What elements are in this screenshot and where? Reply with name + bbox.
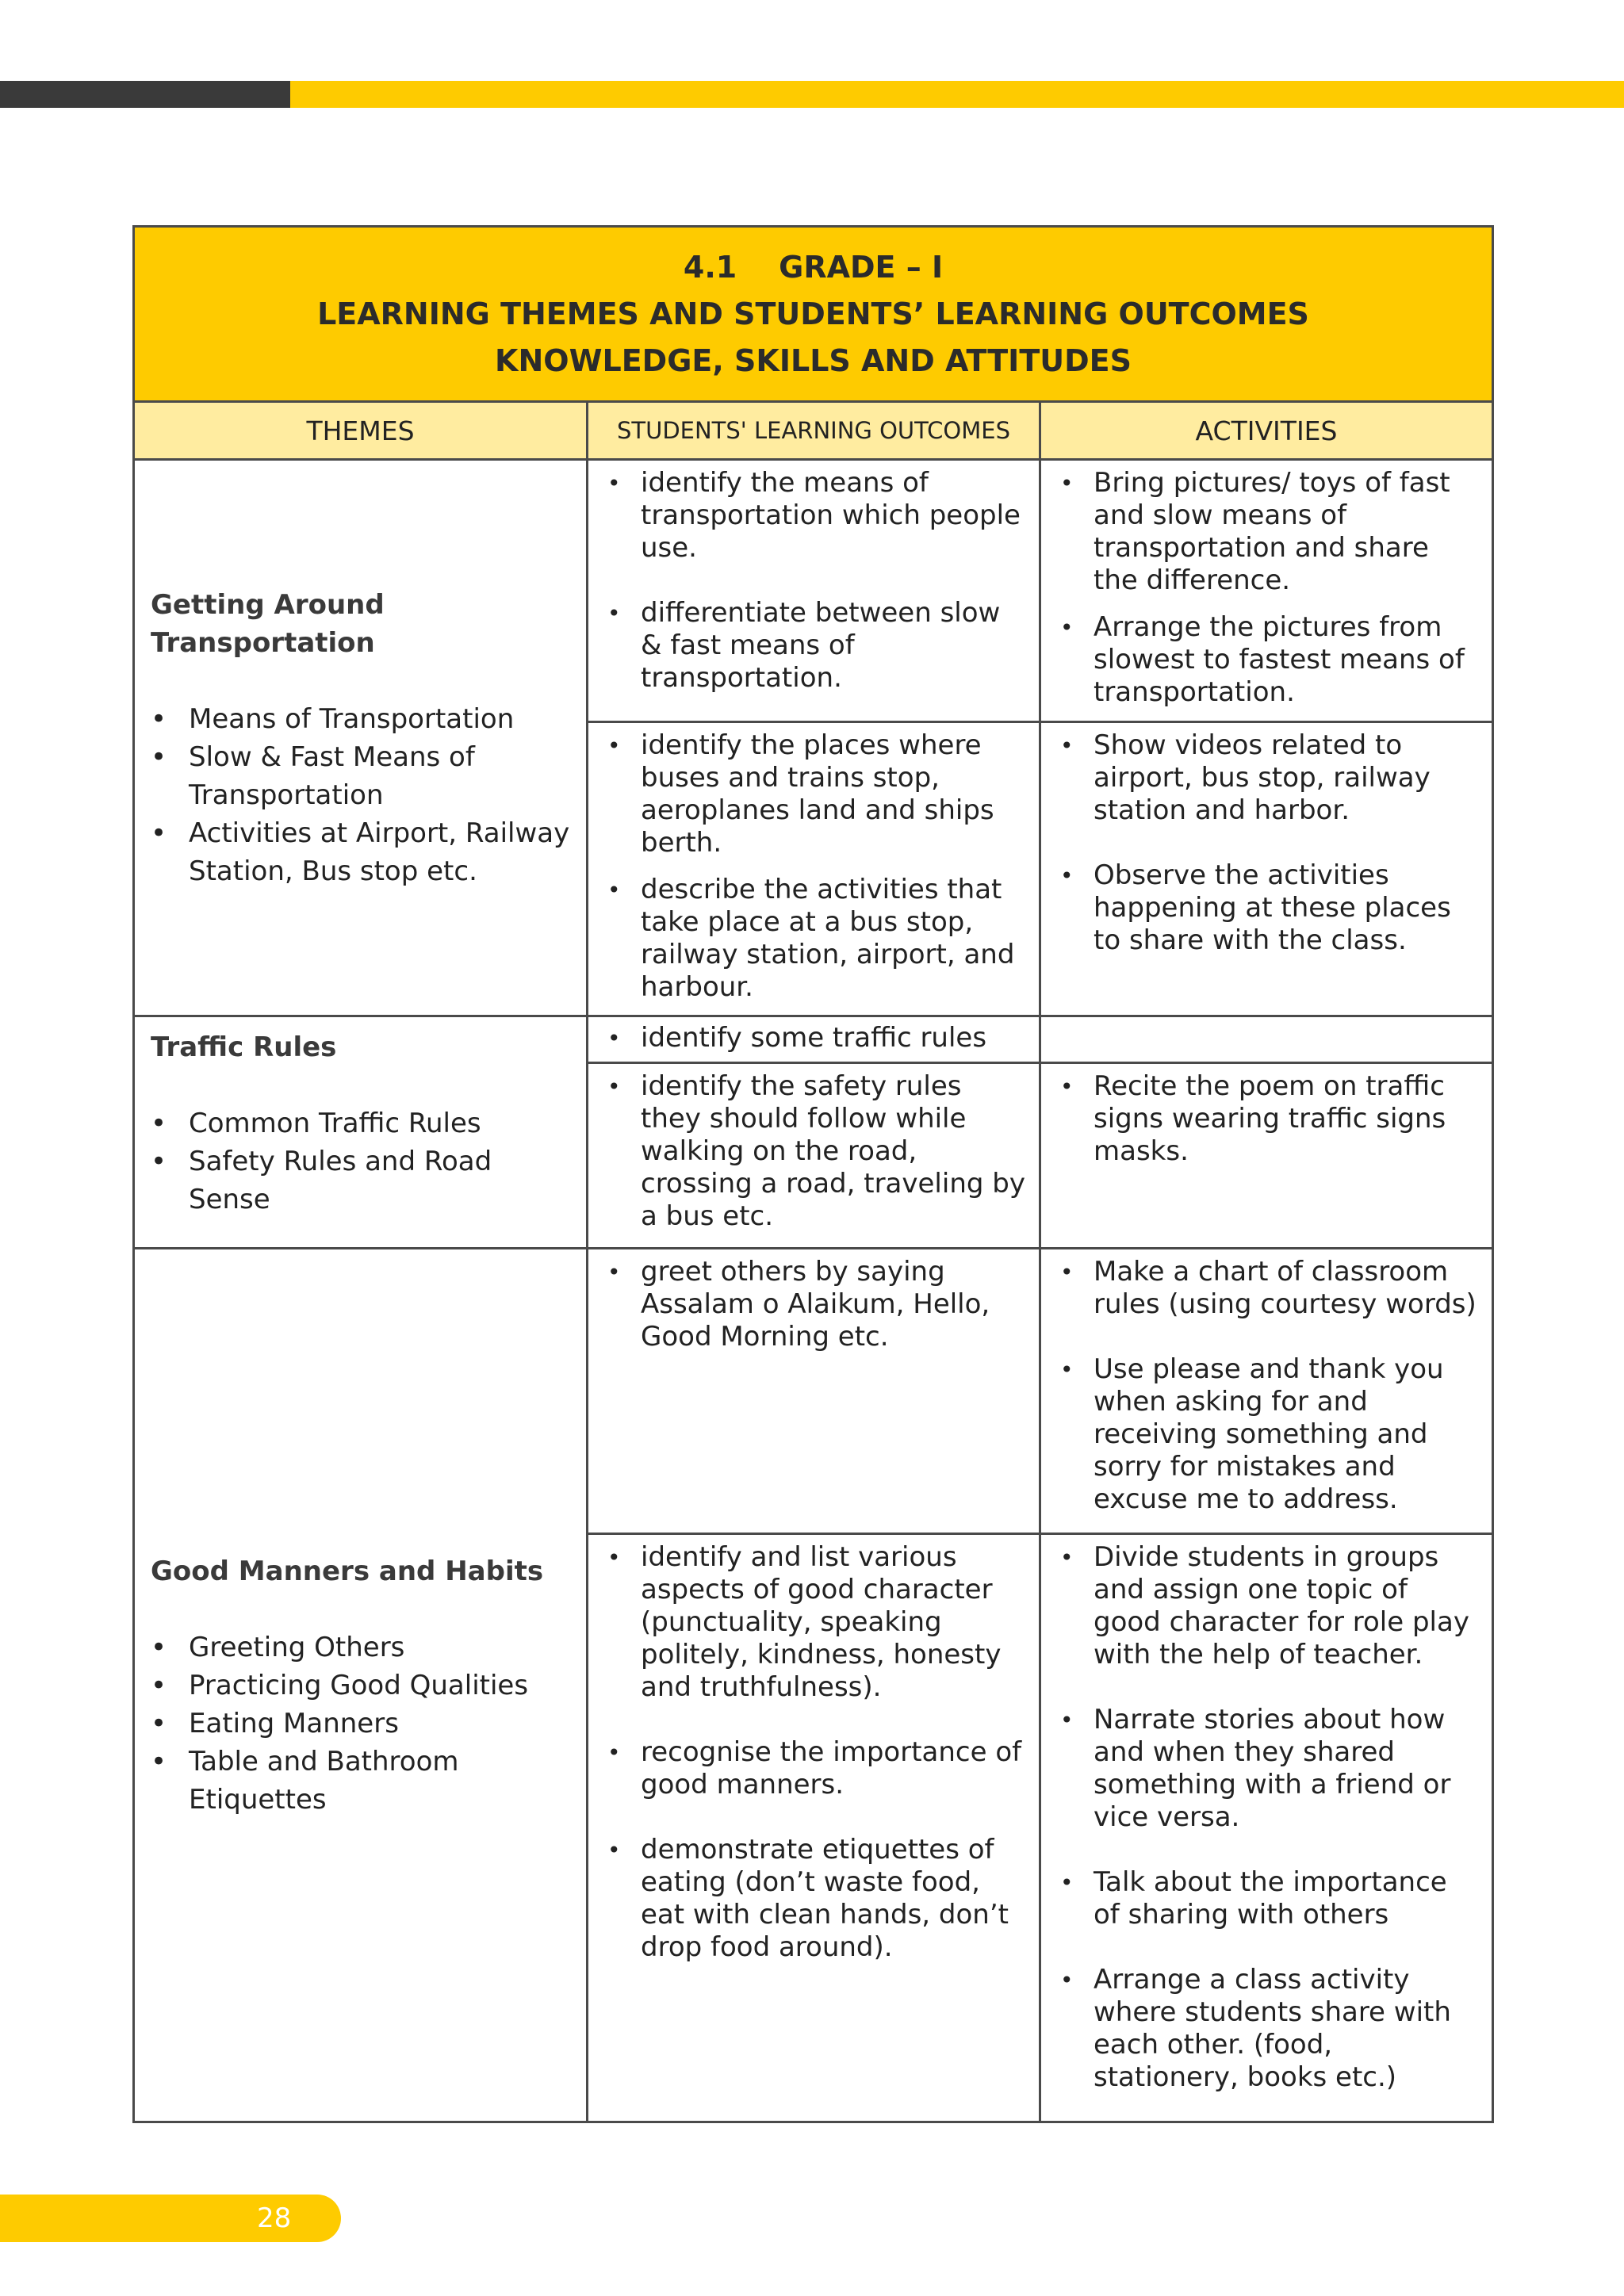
theme-title: Good Manners and Habits xyxy=(151,1555,544,1587)
theme-items xyxy=(151,700,570,890)
outcomes-cell xyxy=(588,722,1040,1016)
theme-item: • Activities at Airport, Railway Station, Bus stop etc. xyxy=(151,814,570,890)
column-header-themes: THEMES xyxy=(134,402,588,460)
outcomes-cell xyxy=(588,1016,1040,1063)
theme-cell-manners xyxy=(134,1249,588,2122)
outcome-item: • identify the safety rules they should follow while walking on the road, crossing a road, traveling by a bus etc. xyxy=(599,1070,1028,1233)
activity-item: • Show videos related to airport, bus stop, railway station and harbor. xyxy=(1052,729,1480,827)
outcome-item: • demonstrate etiquettes of eating (don’t waste food, eat with clean hands, don’t drop food around). xyxy=(599,1834,1028,1964)
top-decorative-band xyxy=(0,81,1624,108)
top-band-dark-segment xyxy=(0,81,290,108)
theme-item: • Table and Bathroom Etiquettes xyxy=(151,1743,570,1819)
theme-cell-transportation xyxy=(134,460,588,1016)
theme-items xyxy=(151,1628,570,1819)
activity-item: • Make a chart of classroom rules (using courtesy words) xyxy=(1052,1256,1480,1321)
activity-item: • Recite the poem on traffic signs wearing traffic signs masks. xyxy=(1052,1070,1480,1168)
theme-item: • Eating Manners xyxy=(151,1705,570,1743)
activity-item: • Arrange a class activity where students share with each other. (food, stationery, books etc.) xyxy=(1052,1964,1480,2094)
outcome-item: • identify the places where buses and trains stop, aeroplanes land and ships berth. xyxy=(599,729,1028,859)
activities-cell xyxy=(1040,1534,1493,2122)
outcomes-cell xyxy=(588,1249,1040,1534)
activities-cell xyxy=(1040,722,1493,1016)
learning-outcomes-table xyxy=(132,225,1494,2123)
activities-cell xyxy=(1040,460,1493,722)
outcomes-cell xyxy=(588,1063,1040,1249)
page-number: 28 xyxy=(257,2202,292,2234)
activity-item: • Use please and thank you when asking for and receiving something and sorry for mistakes and excuse me to address. xyxy=(1052,1353,1480,1516)
theme-item: • Practicing Good Qualities xyxy=(151,1667,570,1705)
theme-cell-traffic xyxy=(134,1016,588,1249)
column-header-outcomes: STUDENTS' LEARNING OUTCOMES xyxy=(588,402,1040,460)
activity-item: • Narrate stories about how and when they shared something with a friend or vice versa. xyxy=(1052,1704,1480,1834)
theme-item: • Slow & Fast Means of Transportation xyxy=(151,738,570,814)
outcome-item: • recognise the importance of good manners. xyxy=(599,1736,1028,1801)
outcomes-cell xyxy=(588,460,1040,722)
activity-item: • Arrange the pictures from slowest to fastest means of transportation. xyxy=(1052,611,1480,709)
theme-item: • Safety Rules and Road Sense xyxy=(151,1142,570,1219)
activity-item: • Bring pictures/ toys of fast and slow means of transportation and share the difference. xyxy=(1052,467,1480,597)
outcome-item: • identify and list various aspects of good character (punctuality, speaking politely, kindness, honesty and truthfulness). xyxy=(599,1541,1028,1704)
theme-item: • Greeting Others xyxy=(151,1628,570,1667)
activities-cell xyxy=(1040,1063,1493,1249)
grade-title: 4.1 GRADE – I xyxy=(683,249,944,285)
outcome-item: • identify some traffic rules xyxy=(599,1022,1028,1054)
activity-item: • Talk about the importance of sharing with others xyxy=(1052,1866,1480,1931)
outcome-item: • differentiate between slow & fast means of transportation. xyxy=(599,597,1028,695)
activity-item: • Observe the activities happening at these places to share with the class. xyxy=(1052,859,1480,957)
outcome-item: • describe the activities that take place at a bus stop, railway station, airport, and harbour. xyxy=(599,874,1028,1004)
activities-cell xyxy=(1040,1249,1493,1534)
top-band-yellow-segment xyxy=(290,81,1624,108)
theme-title: Getting Around Transportation xyxy=(151,588,385,659)
theme-item: • Means of Transportation xyxy=(151,700,570,738)
theme-item: • Common Traffic Rules xyxy=(151,1104,570,1142)
theme-title: Traffic Rules xyxy=(151,1031,337,1063)
theme-items xyxy=(151,1104,570,1219)
activities-cell-empty xyxy=(1040,1016,1493,1063)
column-header-activities: ACTIVITIES xyxy=(1040,402,1493,460)
outcome-item: • greet others by saying Assalam o Alaikum, Hello, Good Morning etc. xyxy=(599,1256,1028,1353)
outcomes-cell xyxy=(588,1534,1040,2122)
outcome-item: • identify the means of transportation which people use. xyxy=(599,467,1028,564)
activity-item: • Divide students in groups and assign one topic of good character for role play with the help of teacher. xyxy=(1052,1541,1480,1671)
table-subtitle: LEARNING THEMES AND STUDENTS’ LEARNING OUTCOMES xyxy=(317,296,1309,331)
table-subtitle-2: KNOWLEDGE, SKILLS AND ATTITUDES xyxy=(495,342,1132,378)
table-title xyxy=(134,227,1493,402)
